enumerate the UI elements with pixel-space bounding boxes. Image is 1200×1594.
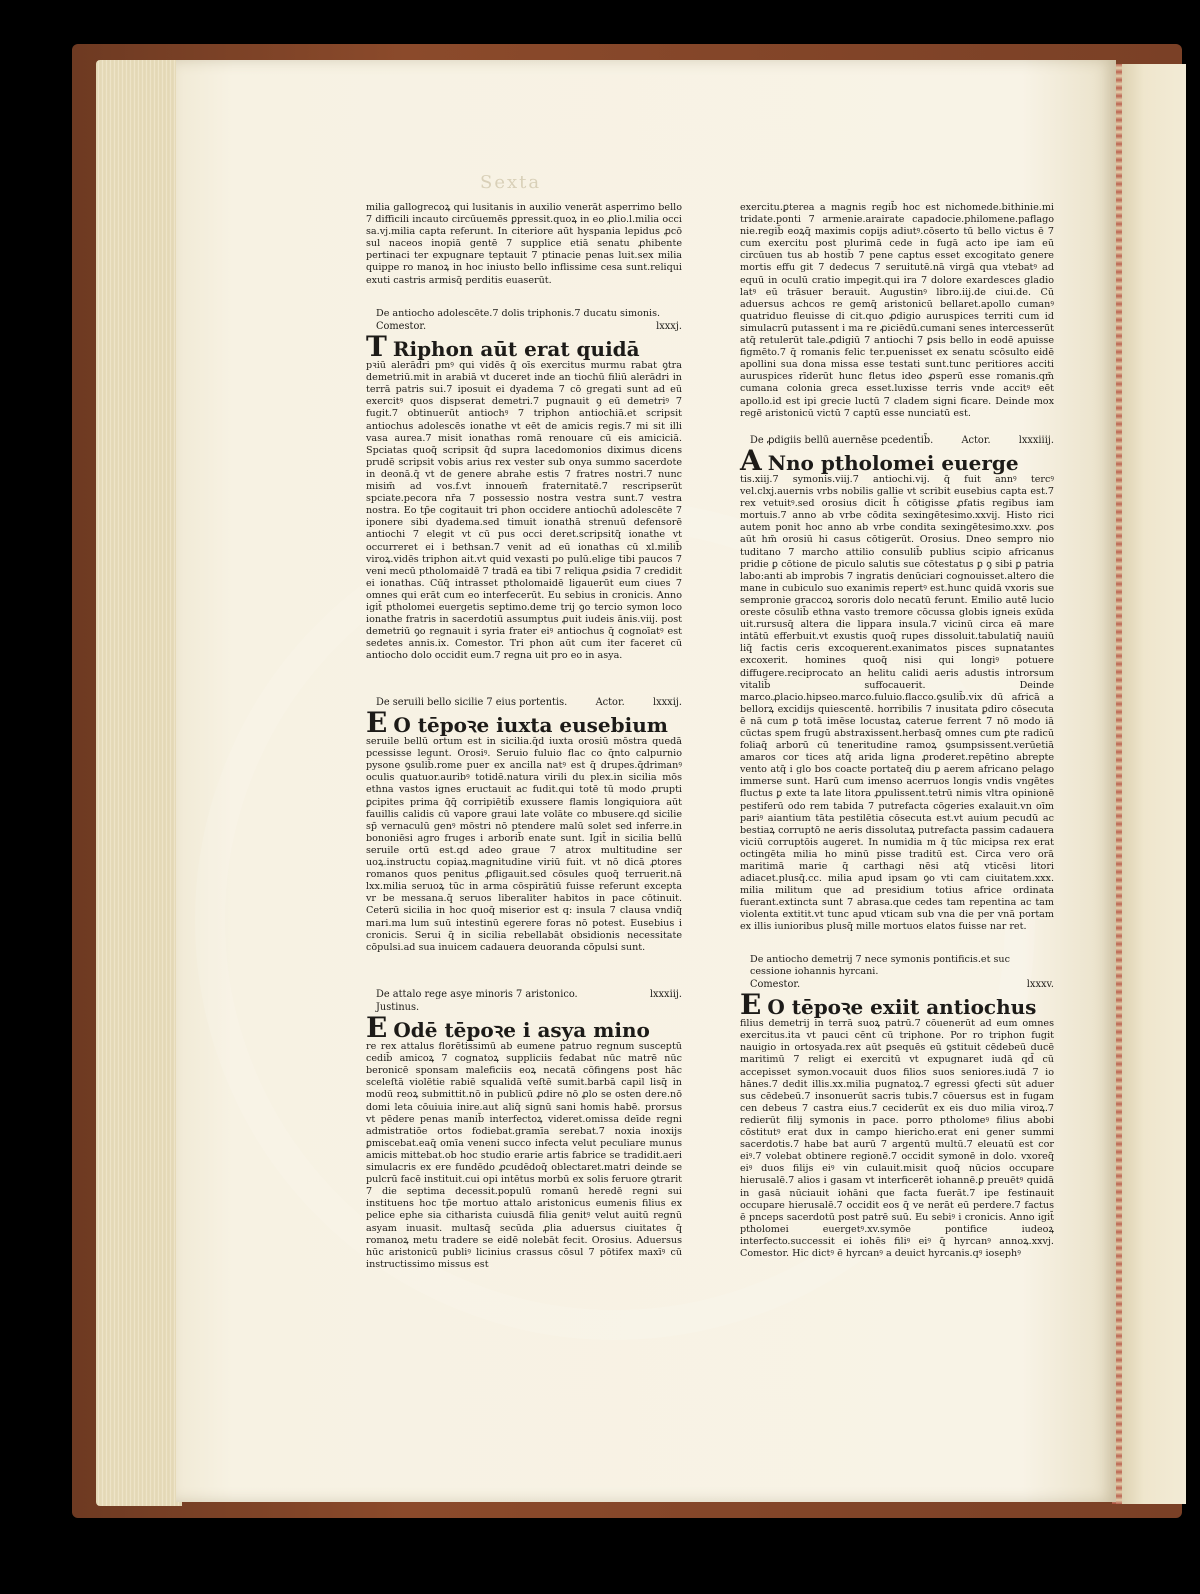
heading-text: Odē tēpoꝛe i asya mino (393, 1018, 650, 1043)
chapter-number: lxxxiij. (649, 989, 682, 1001)
rubric-source: Comestor. (750, 979, 801, 991)
paragraph: re rex attalus florētissimū ab eumene patruo regnum susceptū cedib̄ amicoꝝ 7 cognatoꝝ suppliciis fedabat nūc matrē nūc beronicē sponsam maleficiis eoꝝ necatā cōfingens post hāc sceleſtā violētie rabiē squalidā veſtē sumit.barbā capil lisq̄ in modū reoꝝ submittit.nō in publicū ꝓdire nō ꝓlo se osten dere.nō domi leta cōuiuia inire.aut aliq̄ signū sani homis habē. prorsus vt pēdere penas manib̄ interfectoꝝ videret.omissa deīde regni admistratiōe ortos fodiebat.gramīa serebat.7 noxia inoxijs ꝑmiscebat.eaq̄ omīa veneni succo infecta velut peculiare munus amicis mittebat.ob hoc studio erarie artis fabrice se tradidit.aeri simulacris ex ere fundēdo ꝓcudēdoq̄ oblectaret.matri deinde se pulcrū facē instituit.cui opi intētus morbū ex solis feruore ꝯtrarit 7 die septima decessit.populū romanū heredē regni sui instituens hoc tp̄e mortuo attalo aristonicus eumenis filius ex pelice ephe sia citharista cuiusdā filia genitꝰ velut auitū regnū asyam inuasit. multasq̄ secūda ꝓlia aduersus ciuitates q̄ romanoꝝ metu tradere se eidē nolebāt fecit. Orosius. Aduersus hūc aristonicū publiꝰ licinius crassus cōsul 7 pōtifex maxīꝰ cū instructissimo missus est (366, 1041, 682, 1270)
rubric (740, 435, 1054, 447)
heading-text: Riphon aūt erat quidā (392, 337, 640, 362)
initial-letter: E (366, 706, 388, 740)
rubric-source: Actor. (595, 697, 625, 709)
heading-text: O tēpoꝛe exiit antiochus (767, 995, 1037, 1020)
rubric-source: Justinus. (376, 1002, 420, 1014)
chapter-number: lxxxij. (653, 697, 682, 709)
initial-letter: E (366, 1011, 388, 1045)
rubric-source: Actor. (961, 435, 991, 446)
rubric (366, 989, 682, 1001)
chapter-heading (366, 1011, 682, 1045)
rubric-text: De seruili bello sicilie 7 eius portentis. (376, 697, 568, 709)
chapter-heading (740, 988, 1054, 1022)
paragraph: tis.xiij.7 symonis.viij.7 antiochi.vij. q̄ fuit annꝰ tercꝰ vel.clxj.auernis vrbs nobilis gallie vt scribit eusebius capta est.7 rex vetuitꝰ.sed orosius dicit h̄ cōtigisse ꝓfatis regibus iam mortuis.7 anno ab vrbe cōdita sexingētesimo.xxvij. Histo rici autem ponit hoc anno ab vrbe condita sexingētesimo.xxv. ꝓos aūt hm̄ orosiū hi casus cōtigerūt. Orosius. Dneo sempro nio tuditano 7 marcho attilio consulib̄ publius scipio africanus pridie ꝑ cōtione de piculo salutis sue cōtestatus ꝑ ꝯ sibi ꝑ patria labo:anti ab improbis 7 ingratis denūciari cognouisset.altero die mane in cubiculo suo exanimis repertꝰ est.hunc quidā vxoris sue sempronie graccoꝝ sororis dolo necatū ferunt. Emilio autē lucio oreste cōsulib̄ ethna vasto tremore cōcussa globis igneis exūda uit.rursusq̄ altera die lippara insula.7 vicinū circa eā mare intātū efferbuit.vt exustis quoq̄ rupes dissoluit.tabulatiq̄ nauiū liq̄ factis ceris excoquerent.exanimatos pisces supnatantes excoxerit. homines quoq̄ nisi qui longiꝰ potuere diffugere.reciprocato an helitu calidi aeris adustis introrsum vitalib̄ suffocauerit. Deinde marco.ꝓlacio.hipseo.marco.fuluio.flacco.ꝯsulib̄.vix dū africā a bellorꝝ excidijs quiescentē. horribilis 7 inusitata ꝑdiro cōsecuta ē nā cum ꝑ totā imēse locustaꝝ caterue ferrent 7 nō modo iā cūctas spem frugū abstraxissent.herbasq̄ omnes cum ꝑte radicū foliaq̄ arborū cū teneritudine ramoꝝ ꝯsumpsissent.verūetiā amaros cor tices atq̄ arida ligna ꝓroderet.repētino abrepte vento atq̄ i glo bos coacte portateq̄ diu ꝑ aerem africano pelago immerse sunt. Harū cum imenso acerruos longis vndis vngētes fluctus ꝑ exte ta late litora ꝓpulissent.tetrū nimis vltra opinionē pestiferū odo rem tabida 7 putrefacta cōgeries exalauit.vn oīm pariꝰ aiantium tāta pestilētia cōsecuta est.vt auium pecudū ac bestiaꝝ corruptō ne aeris dissolutaꝝ putrefacta passim cadauera viciū corruptōis augeret. In numidia m q̄ tūc micipsa rex erat octingēta milia ho minū pisse traditū est. Circa vero orā maritimā marie q̄ carthagi nēsi atq̄ vticēsi litori adiacet.plusq̄.cc. milia apud ipsam ꝯo vti cam ciuitatem.xxx. milia militum que ad presidium totius africe ordinata fuerant.extincta sunt 7 abrasa.que cedes tam repentina ac tam violenta extitit.vt tunc apud vticam sub vna die per vnā portam ex illis iunioribus plusq̄ mille mortuos elatos fuisse nar ret. (740, 474, 1054, 933)
rubric-source: Comestor. (376, 321, 427, 333)
heading-text: O tēpoꝛe iuxta eusebium (393, 713, 668, 738)
rubric (366, 697, 682, 709)
facing-page-edge (1116, 64, 1186, 1504)
page-edges (96, 60, 182, 1506)
rubric-text: De ꝓdigiis bellū auernēse pcedentib̄. (750, 435, 934, 446)
text-column-right (740, 202, 1054, 1259)
chapter-number: lxxxj. (656, 321, 682, 333)
paragraph: seruile bellū ortum est in sicilia.q̄d iuxta orosiū mōstra quedā pcessisse legunt. Orosiꝰ. Seruio fuluio flac co q̄nto calpurnio pysone ꝯsulib̄.rome puer ex ancilla natꝰ est q̄ drupes.q̄drimanꝰ oculis quatuor.auribꝰ totidē.natura virili du plex.in sicilia mōs ethna vastos ignes eructauit ac fudit.qui totē tū modo ꝓrupti ꝑcipites prima q̄q̄ corripiētib̄ exussere flamis longiquiora aūt fauillis calidis cū vapore graui late volāte co mbusere.qd sicilie sp̄ vernaculū genꝰ mōstri nō ptendere malū solet sed inferre.in bononiēsi agro fruges i arborib̄ enate sunt. Igit̄ in sicilia bellū seruile ortū est.qd adeo graue 7 atrox multitudine ser uoꝝ.instructu copiaꝝ.magnitudine viriū fuit. vt nō dicā ꝓtores romanos quos penitus ꝓfligauit.sed cōsules quoq̄ terruerit.nā lxx.milia seruoꝝ tūc in arma cōspirātiū fuisse referunt excepta vr be messana.q̄ seruos liberaliter habitos in pace cōtinuit. Ceterū sicilia in hoc quoq̄ miserior est q: insula 7 clausa vndiq̄ mari.ma lum suū intestinū egerere foras nō potest. Eusebius i cronicis. Serui q̄ in sicilia rebellabāt obsidionis necessitate cōpulsi.ad sua inuicem cadauera deuoranda cōpulsi sunt. (366, 736, 682, 953)
chapter-heading (366, 330, 682, 364)
chapter-heading (366, 706, 682, 740)
text-column-left (366, 202, 682, 1307)
heading-text: Nno ptholomei euerge (767, 451, 1019, 475)
rubric-text: De antiocho demetrij 7 nece symonis pontificis.et suc cessione iohannis hyrcani. (750, 954, 1010, 978)
rubric (740, 954, 1054, 991)
rubric (366, 308, 682, 333)
paragraph: pꝛiū alerādri pmꝰ qui vidēs q̄ oīs exercitus murmu rabat ꝯtra demetriū.mit in arabiā vt duceret inde an tiochū filiū alerādri in terrā patris sui.7 iposuit ei dyadema 7 cō gregati sunt ad eū exercitꝰ quos dispserat demetri.7 pugnauit ꝯ eū demetriꝰ 7 fugit.7 obtinuerūt antiochꝰ 7 triphon antiochiā.et scripsit antiochus adolescēs ionathe vt eēt de amicis regis.7 mi sit illi vasa aurea.7 misit ionathas romā renouare cū eis amiciciā. Spciatas quoq̄ scripsit q̄d supra lacedomonios diximus dicens prudē scripsit vobis arius rex vester sub onya summo sacerdote in deonā.q̄ vt de genere abrahe estis 7 fratres nostri.7 nunc misim̄ ad vos.f.vt innouem̄ fraternitatē.7 rescripserūt spciate.pecora nr̄a 7 possessio nostra vestra sunt.7 vestra nostra. Eo tp̄e cogitauit tri phon occidere antiochū adolescēte 7 iponere sibi dyadema.sed timuit ionathā strenuū defensorē antiochi 7 elegit vt cū pus occi deret.scripsitq̄ ionathe vt occurreret ei i bethsan.7 venit ad eū ionathas cū xl.milib̄ viroꝝ.vidēs triphon ait.vt quid vexasti po pulū.elige tibi paucos 7 veni mecū ptholomaidē 7 tradā ea tibi 7 reliqua ꝓsidia 7 credidit ei ionathas. Cūq̄ intrasset ptholomaidē ligauerūt eum ciues 7 omnes qui erāt cum eo interfecerūt. Eu sebius in cronicis. Anno igit̄ ptholomei euergetis septimo.deme trij ꝯo tercio symon loco ionathe fratris in sacerdotiū assumptus ꝓuit iudeis ānis.viij. post demetriū ꝯo regnauit i syria frater eiꝰ antiochus q̄ cognoīatꝰ est sedetes annis.ix. Comestor. Tri phon aūt cum iter faceret cū antiocho dolo occidit eum.7 regna uit pro eo in asya. (366, 360, 682, 662)
initial-letter: A (740, 444, 762, 477)
paragraph: exercitu.ꝑterea a magnis regib̄ hoc est nichomede.bithinie.mi tridate.ponti 7 armenie.arairate capadocie.philomene.paflago nie.regib̄ eoꝝq̄ maximis copijs adiutꝰ.cōserto tū bello victus ē 7 cum exercitu post plurimā cede in fugā acto ipe iam eū circūuen tus ab hostib̄ 7 pene captus esset excogitato genere mortis effu git 7 dedecus 7 seruitutē.nā virgā qua vtebatꝰ ad equū in oculū cratio impegit.qui ira 7 dolore exardesces gladio latꝰ eū trāsuer berauit. Augustinꝰ libro.iij.de ciui.de. Cū aduersus achcos re gemq̄ aristonicū bellaret.apollo cumanꝰ quatriduo fleuisse di cit.quo ꝓdigio auruspices territi cum id simulacrū putassent i ma re ꝓiciēdū.cumani senes intercesserūt atq̄ retulerūt tale.ꝓdigiū 7 antiochi 7 ꝑsis bello in eodē apuisse figmēto.7 q̄ romanis felic ter.puenisset ex senatu scōsulto eidē apollini sua dona missa esse testati sunt.tunc peritiores acciti auruspices rīderūt hunc fletus ideo ꝓsperū esse romanis.qm̄ cumana colonia greca esset.luxisse terris vnde accitꝰ eēt apollo.id est ipi grecie luctū 7 cladem signi ficare. Deinde mox regē aristonicū victū 7 captū esse nunciatū est. (740, 202, 1054, 419)
chapter-number: lxxxv. (1026, 979, 1054, 991)
chapter-heading (740, 444, 1054, 477)
chapter-number: lxxxiiij. (1018, 435, 1054, 446)
paragraph: filius demetrij in terrā suoꝝ patrū.7 cōuenerūt ad eum omnes exercitus.ita vt pauci cēnt cū triphone. Por ro triphon fugit nauigio in ortosyada.rex aūt ꝑsequēs eū ꝯstituit cēdebeū ducē maritimū 7 religt ei exercitū vt expugnaret iudā qd̄ cū accepisset symon.vocauit duos filios suos seniores.iudā 7 io hānes.7 dedit illis.xx.milia pugnatoꝝ.7 egressi ꝯfecti sūt aduer sus cēdebeū.7 insonuerūt sacris tubis.7 cōuersus est in fugam cen debeus 7 castra eius.7 ceciderūt ex eis duo milia viroꝝ.7 redierūt filij symonis in pace. porro ptholomeꝰ filius abobi cōstitutꝰ erat dux in campo hiericho.erat eni gener summi sacerdotis.7 habe bat aurū 7 argentū multū.7 eleuatū est cor eiꝰ.7 volebat obtinere regionē.7 occidit symonē in dolo. vxoreq̄ eiꝰ duos filijs eiꝰ vin culauit.misit quoq̄ nūcios occupare hierusalē.7 alios i gasam vt interficerēt iohannē.ꝑ preuētꝰ quidā in gasā nūciauit iohāni que facta fuerāt.7 ipe festinauit occupare hierusalē.7 occidit eos q̄ ve nerāt eū perdere.7 factus ē pnceps sacerdotū post patrē suū. Eu sebiꝰ i cronicis. Anno igit̄ ptholomei euergetꝰ.xv.symōe pontifice iudeoꝝ interfecto.successit ei iohēs filiꝰ eiꝰ q̄ hyrcanꝰ annoꝝ.xxvj. Comestor. Hic dictꝰ ē hyrcanꝰ a deuict hyrcanis.qꝰ iosephꝰ (740, 1018, 1054, 1259)
initial-letter: E (740, 988, 762, 1022)
paragraph: milia gallogrecoꝝ qui lusitanis in auxilio venerāt asperrimo bello 7 difficili incauto circūuemēs ꝑpressit.quoꝝ in eo ꝓlio.l.milia occi sa.vj.milia capta referunt. In citeriore aūt hyspania lepidus ꝓcō sul naceos inopiā gentē 7 supplice etiā senatu ꝓhibente pertinaci ter expugnare teptauit 7 ptinacie penas luit.sex milia quippe ro manoꝝ in hoc iniusto bello inflissime cesa sunt.reliqui exuti castris armisq̄ perditis euaserūt. (366, 202, 682, 286)
initial-letter: T (366, 330, 387, 364)
running-head: Sexta (480, 172, 542, 193)
rubric-text: De attalo rege asye minoris 7 aristonico. (376, 989, 578, 1001)
rubric-text: De antiocho adolescēte.7 dolis triphonis.7 ducatu simonis. (376, 308, 661, 319)
